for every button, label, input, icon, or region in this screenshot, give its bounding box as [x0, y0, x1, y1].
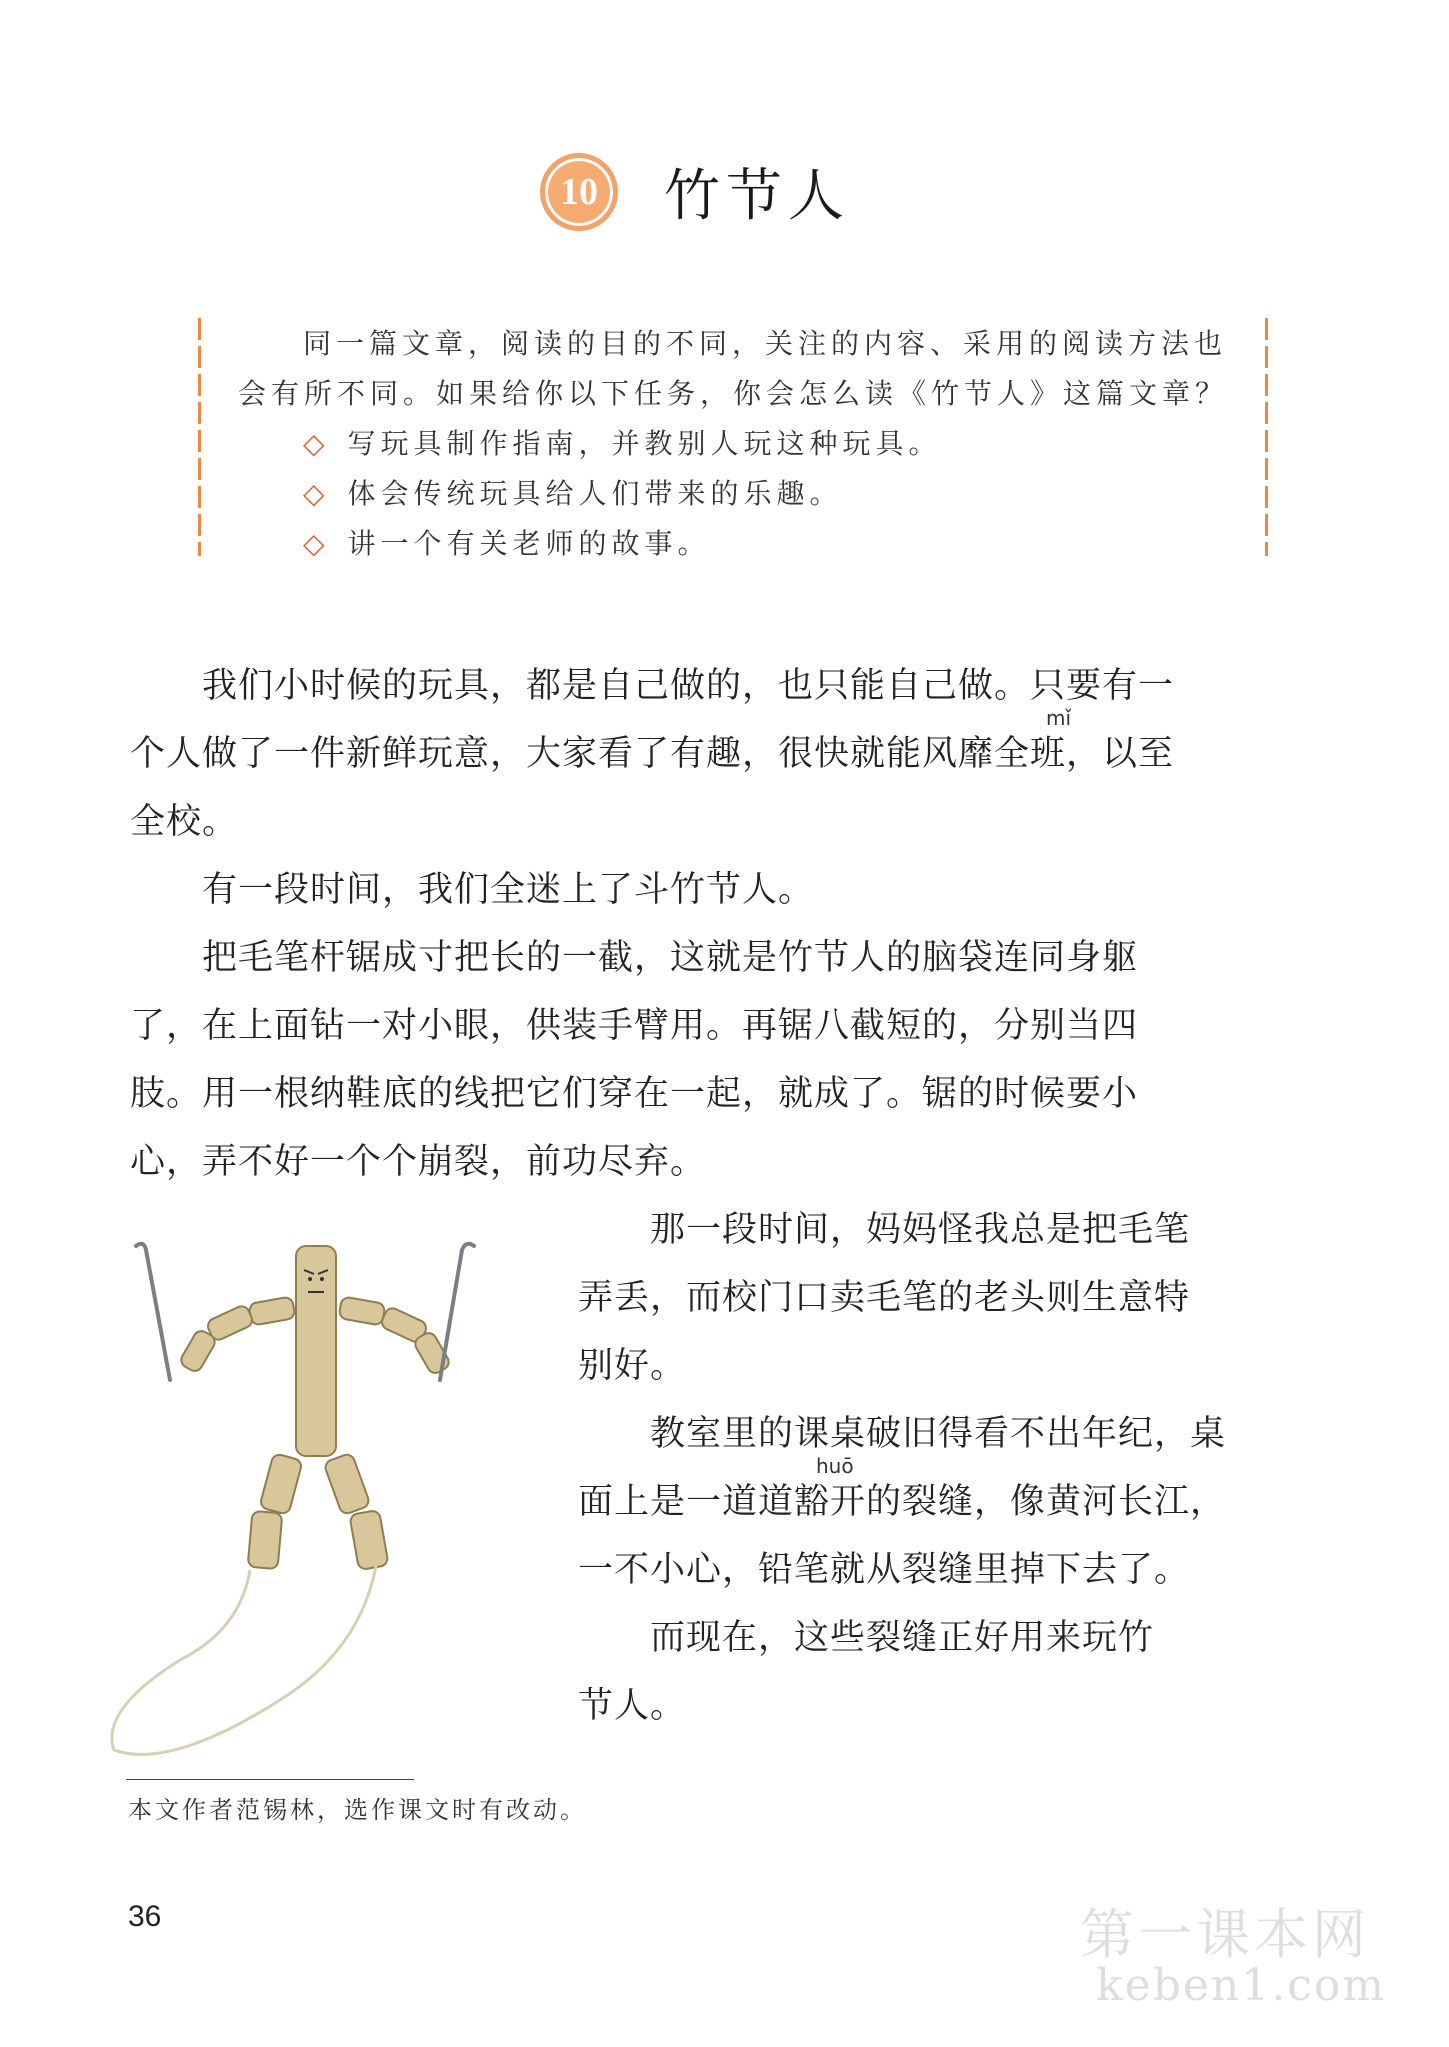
paragraph-line: 弄丢，而校门口卖毛笔的老头则生意特 [578, 1278, 1191, 1318]
bamboo-figure-illustration [100, 1230, 490, 1790]
paragraph-line: 教室里的课桌破旧得看不出年纪，桌 [578, 1414, 1227, 1454]
paragraph-line: 个人做了一件新鲜玩意，大家看了有趣，很快就能风靡全班，以至 [130, 734, 1175, 774]
task-box-right-border [1265, 318, 1268, 556]
paragraph-line: 肢。用一根纳鞋底的线把它们穿在一起，就成了。锯的时候要小 [130, 1074, 1139, 1114]
task-item: ◇ 写玩具制作指南，并教别人玩这种玩具。 [303, 427, 942, 460]
paragraph-line: 有一段时间，我们全迷上了斗竹节人。 [130, 870, 815, 910]
task-intro-line-1: 同一篇文章，阅读的目的不同，关注的内容、采用的阅读方法也 [303, 327, 1228, 360]
footnote: 本文作者范锡林，选作课文时有改动。 [128, 1796, 587, 1824]
paragraph-line: 而现在，这些裂缝正好用来玩竹 [578, 1618, 1155, 1658]
pinyin-annotation: huō [816, 1454, 854, 1478]
paragraph-line: 一不小心，铅笔就从裂缝里掉下去了。 [578, 1550, 1191, 1590]
page-number: 36 [128, 1900, 162, 1933]
watermark-title: 第一课本网 [1080, 1903, 1370, 1966]
paragraph-line: 把毛笔杆锯成寸把长的一截，这就是竹节人的脑袋连同身躯 [130, 938, 1139, 978]
lesson-heading [540, 150, 850, 234]
reading-task-box [198, 318, 1268, 560]
lesson-number-badge: 10 [540, 153, 618, 231]
paragraph-line: 了，在上面钻一对小眼，供装手臂用。再锯八截短的，分别当四 [130, 1006, 1139, 1046]
paragraph-line: 那一段时间，妈妈怪我总是把毛笔 [578, 1210, 1191, 1250]
pinyin-annotation: mǐ [1046, 706, 1072, 730]
paragraph-line: 面上是一道道豁开的裂缝，像黄河长江， [578, 1482, 1227, 1522]
task-item: ◇ 体会传统玩具给人们带来的乐趣。 [303, 477, 843, 510]
paragraph-line: 节人。 [578, 1686, 687, 1726]
footnote-divider [126, 1779, 414, 1780]
paragraph-line: 全校。 [130, 802, 239, 842]
lesson-title: 竹节人 [664, 164, 850, 229]
paragraph-line: 心，弄不好一个个崩裂，前功尽弃。 [130, 1142, 707, 1182]
paragraph-line: 别好。 [578, 1346, 687, 1386]
diamond-bullet-icon: ◇ [303, 427, 330, 460]
diamond-bullet-icon: ◇ [303, 527, 330, 560]
task-item: ◇ 讲一个有关老师的故事。 [303, 527, 711, 560]
task-intro-line-2: 会有所不同。如果给你以下任务，你会怎么读《竹节人》这篇文章？ [238, 377, 1229, 410]
task-box-left-border [198, 318, 201, 556]
paragraph-line: 我们小时候的玩具，都是自己做的，也只能自己做。只要有一 [130, 666, 1175, 706]
watermark-url: keben1.com [1096, 1960, 1387, 2011]
diamond-bullet-icon: ◇ [303, 477, 330, 510]
